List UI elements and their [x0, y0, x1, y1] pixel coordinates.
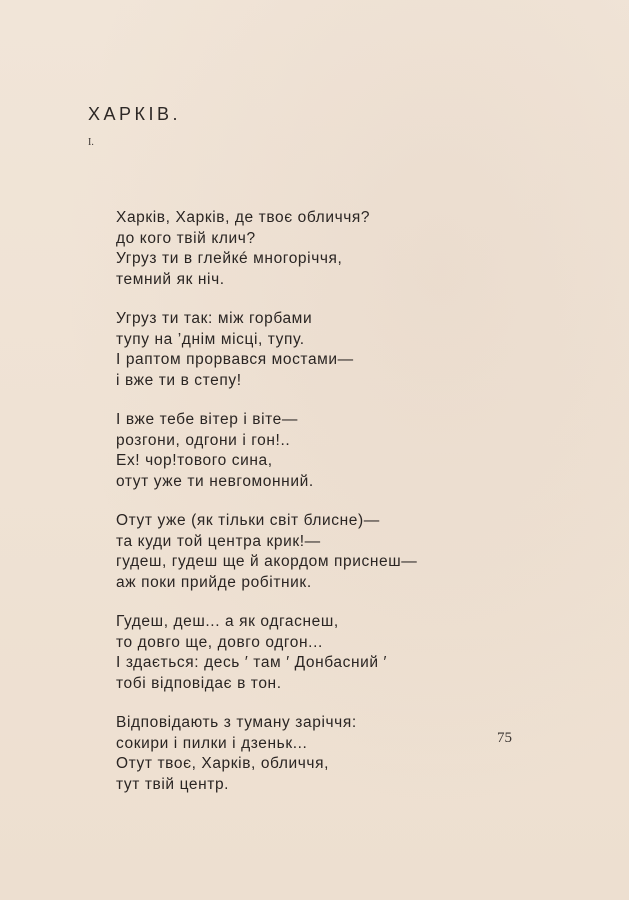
poem-line: Отут уже (як тільки світ блисне)—	[116, 512, 380, 529]
poem-line: до кого твій клич?	[116, 229, 256, 247]
poem-line: тобі відповідає в тон.	[116, 674, 282, 692]
poem-line: І здається: десь ′ там ′ Донбасний ′	[116, 654, 388, 671]
stanza-1	[116, 208, 476, 290]
poem-line: Відповідають з туману заріччя:	[116, 714, 357, 731]
poem-line: сокири і пилки і дзеньк...	[116, 734, 308, 752]
poem-line: тупу на ’днім місці, тупу.	[116, 330, 305, 348]
poem-line: І раптом прорвався мостами—	[116, 351, 354, 368]
page-number: 75	[497, 730, 512, 746]
poem-line: і вже ти в степу!	[116, 371, 242, 389]
stanza-4	[116, 511, 476, 593]
poem-line: темний як ніч.	[116, 270, 225, 288]
section-number: I.	[88, 137, 94, 148]
poem-line: Харків, Харків, де твоє обличчя?	[116, 209, 371, 226]
stanza-5	[116, 612, 476, 694]
poem-body	[116, 208, 476, 814]
stanza-2	[116, 309, 476, 391]
poem-line: Гудеш, деш... а як одгаснеш,	[116, 613, 339, 630]
poem-line: та куди той центра крик!—	[116, 532, 321, 550]
poem-line: Ех! чор!тового сина,	[116, 452, 273, 469]
stanza-3	[116, 410, 476, 492]
poem-line: аж поки прийде робітник.	[116, 573, 312, 591]
poem-line: тут твій центр.	[116, 775, 230, 793]
poem-line: розгони, одгони і гон!..	[116, 431, 291, 449]
poem-title: ХАРКІВ.	[88, 104, 182, 124]
poem-line: то довго ще, довго одгон...	[116, 633, 323, 651]
poem-line: Угруз ти в глейкé многоріччя,	[116, 250, 343, 267]
poem-line: І вже тебе вітер і віте—	[116, 411, 298, 428]
poem-line: гудеш, гудеш ще й акордом приснеш—	[116, 553, 418, 570]
poem-line: Отут твоє, Харків, обличчя,	[116, 755, 329, 772]
poem-line: Угруз ти так: між горбами	[116, 310, 313, 327]
stanza-6	[116, 713, 476, 795]
poem-line: отут уже ти невгомонний.	[116, 472, 314, 490]
